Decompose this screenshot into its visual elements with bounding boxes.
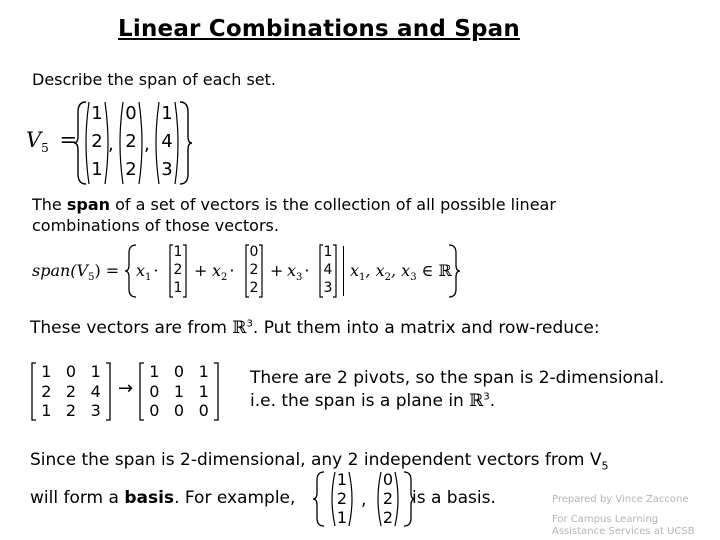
matrix-entry: 0 xyxy=(173,401,185,420)
vector-entry: 3 xyxy=(323,280,333,296)
vector-entry: 2 xyxy=(91,131,103,152)
since-line: Since the span is 2-dimensional, any 2 independent vectors from $V_5$ xyxy=(30,450,609,473)
vector-entry: 2 xyxy=(125,159,137,180)
matrix-entry: 0 xyxy=(198,401,209,420)
pivots-line-1: There are 2 pivots, so the span is 2-dimensional. xyxy=(250,368,665,388)
plus-sign: + xyxy=(194,261,208,280)
footer-org-1: For Campus Learning xyxy=(552,514,659,525)
matrix-entry: 1 xyxy=(198,381,209,401)
vector-entry: 3 xyxy=(161,159,173,180)
vector-entry: 2 xyxy=(249,280,259,296)
vector-entry: 2 xyxy=(173,262,183,278)
set-vector-3 xyxy=(152,100,182,184)
matrix-entry: 4 xyxy=(90,381,101,401)
vector-entry: 1 xyxy=(173,280,183,296)
basis-vector-2 xyxy=(374,470,402,527)
coef-2: $x_2$ · xyxy=(212,261,235,284)
vector-entry: 2 xyxy=(249,262,259,278)
span-vector-1 xyxy=(168,243,188,297)
matrix-entry: 2 xyxy=(65,401,77,420)
matrix-b xyxy=(142,362,216,421)
matrix-entry: 2 xyxy=(65,381,77,401)
basis-vector-1 xyxy=(328,470,356,527)
matrix-entry: 1 xyxy=(41,401,52,420)
definition-line-2: combinations of those vectors. xyxy=(32,216,279,235)
basis-line-pre: will form a basis. For example, xyxy=(30,488,296,508)
matrix-entry: 1 xyxy=(41,362,52,381)
footer-org-2: Assistance Services at UCSB xyxy=(552,526,695,537)
vector-entry: 0 xyxy=(382,470,394,489)
matrix-entry: 2 xyxy=(41,381,52,401)
span-vector-2 xyxy=(244,243,264,297)
coef-1: $x_1$ · xyxy=(136,261,159,284)
plus-sign: + xyxy=(270,261,284,280)
matrix-a xyxy=(34,362,108,421)
basis-comma: , xyxy=(361,490,367,510)
set-label: $V_5$ = xyxy=(26,128,78,156)
vector-entry: 1 xyxy=(91,103,103,124)
span-vector-3 xyxy=(318,243,338,297)
matrix-entry: 1 xyxy=(198,362,209,381)
set-vector-2 xyxy=(116,100,146,184)
matrix-entry: 0 xyxy=(173,362,185,381)
vector-entry: 0 xyxy=(125,103,137,124)
prompt-text: Describe the span of each set. xyxy=(32,70,276,89)
set-comma: , xyxy=(108,134,114,155)
span-condition: $x_1$, $x_2$, $x_3$ ∈ ℝ xyxy=(350,261,452,284)
vector-entry: 2 xyxy=(382,489,394,508)
matrix-entry: 1 xyxy=(173,381,185,401)
vector-entry: 4 xyxy=(161,131,173,152)
vector-entry: 1 xyxy=(323,244,333,260)
matrix-entry: 1 xyxy=(90,362,101,381)
footer-credit: Prepared by Vince Zaccone xyxy=(552,494,689,505)
matrix-entry: 0 xyxy=(149,381,160,401)
basis-line-post: is a basis. xyxy=(412,488,496,508)
vector-entry: 1 xyxy=(336,508,348,527)
span-function: $span(V_5)$ = xyxy=(32,261,120,284)
set-comma: , xyxy=(144,134,150,155)
vector-entry: 0 xyxy=(249,244,259,260)
matrix-entry: 0 xyxy=(65,362,77,381)
reduce-arrow-icon: → xyxy=(118,378,134,399)
definition-line-1: The span of a set of vectors is the collection of all possible linear xyxy=(32,195,556,214)
vector-entry: 2 xyxy=(336,489,348,508)
vector-entry: 4 xyxy=(323,262,333,278)
row-reduce-instruction: These vectors are from ℝ$^3$. Put them into a matrix and row-reduce: xyxy=(30,318,600,338)
coef-3: $x_3$ · xyxy=(287,261,310,284)
matrix-entry: 1 xyxy=(149,362,160,381)
matrix-entry: 0 xyxy=(149,401,160,420)
matrix-entry: 3 xyxy=(90,401,101,420)
vector-entry: 1 xyxy=(91,159,103,180)
pivots-line-2: i.e. the span is a plane in ℝ$^3$. xyxy=(250,391,496,411)
span-right-brace xyxy=(447,243,461,299)
vector-entry: 2 xyxy=(382,508,394,527)
page-title: Linear Combinations and Span xyxy=(118,16,520,42)
vector-entry: 1 xyxy=(336,470,348,489)
such-that-bar xyxy=(343,246,344,296)
vector-entry: 1 xyxy=(161,103,173,124)
basis-left-brace xyxy=(312,470,326,528)
vector-entry: 1 xyxy=(173,244,183,260)
vector-entry: 2 xyxy=(125,131,137,152)
